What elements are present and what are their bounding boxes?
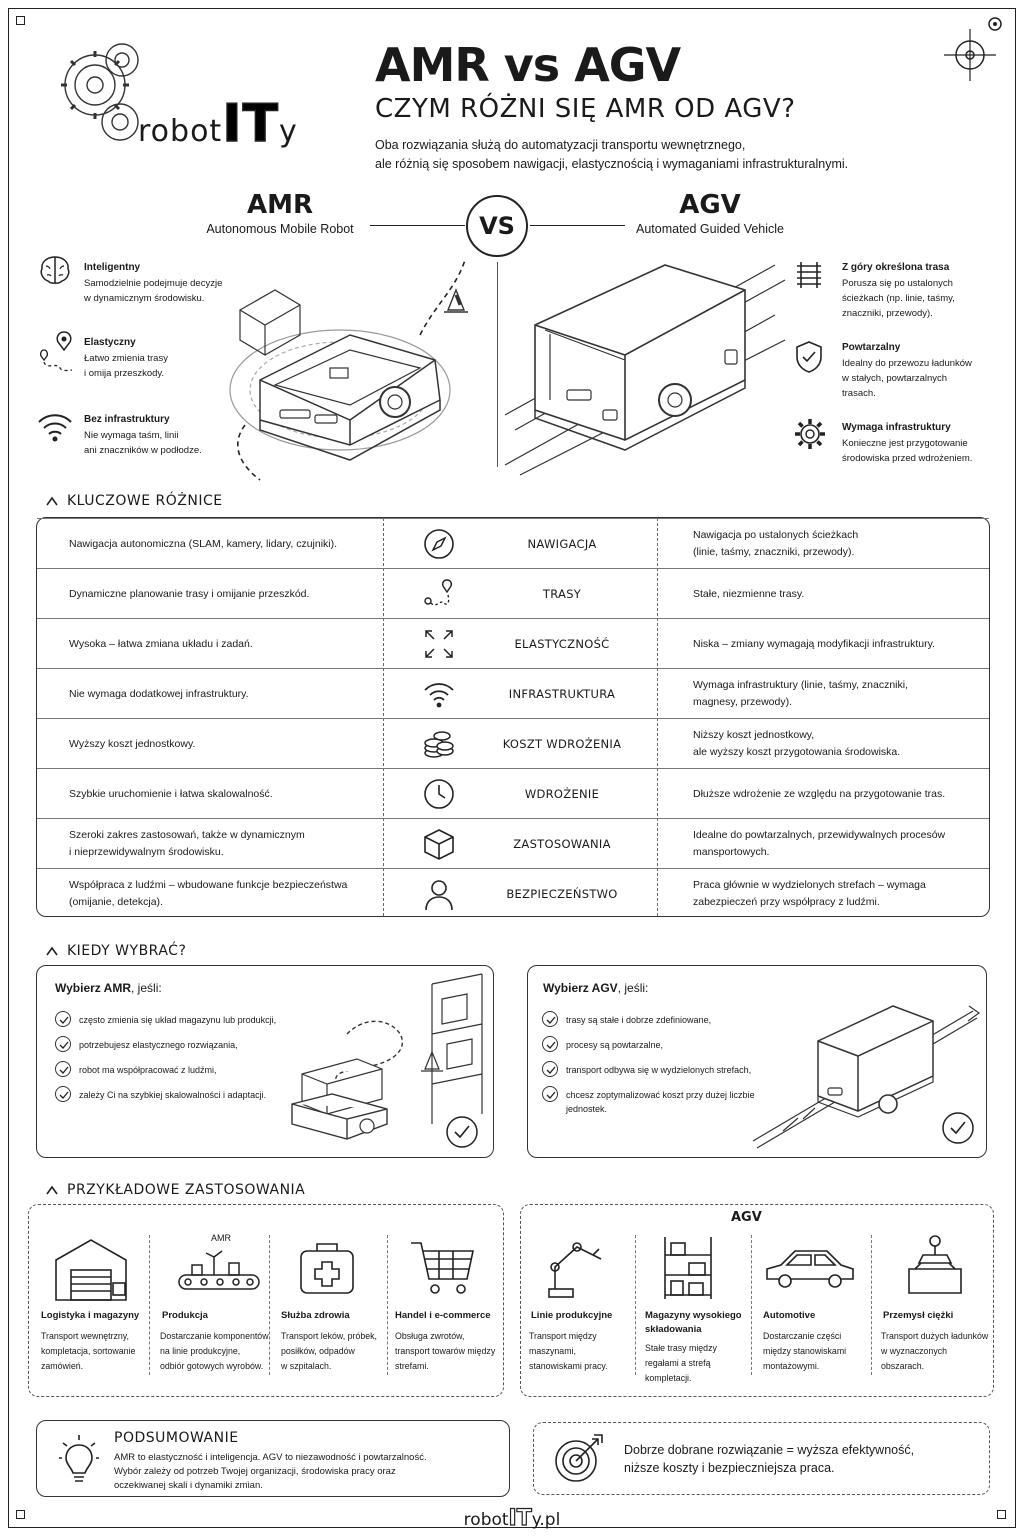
logo-text-y: y xyxy=(279,114,298,149)
box-icon xyxy=(422,827,456,861)
table-row: Współpraca z ludźmi – wbudowane funkcje bezpieczeństwa (omijanie, detekcja). BEZPIECZEŃSTWO Praca głównie w wydzielonych strefach – wymaga zabezpieczeń przy współpracy z ludźmi. xyxy=(37,868,989,918)
check-icon xyxy=(59,1091,69,1099)
route-icon xyxy=(422,577,456,611)
amr-feature-no-infrastructure: Bez infrastruktury Nie wymaga taśm, linii ani znaczników w podłodze. xyxy=(84,414,202,456)
check-icon xyxy=(546,1016,556,1024)
applications-heading: PRZYKŁADOWE ZASTOSOWANIA xyxy=(45,1182,305,1198)
expand-icon xyxy=(422,627,456,661)
app-title: Służba zdrowia xyxy=(281,1310,350,1321)
agv-subtitle: Automated Guided Vehicle xyxy=(635,222,785,236)
medical-kit-icon xyxy=(297,1239,357,1299)
track-icon xyxy=(794,260,824,290)
agv-applications-panel xyxy=(520,1204,994,1397)
lightbulb-icon xyxy=(59,1433,99,1485)
list-item: zależy Ci na szybkiej skalowalności i adaptacji. xyxy=(79,1090,267,1100)
target-icon xyxy=(552,1433,607,1485)
check-icon xyxy=(546,1091,556,1099)
app-title: Logistyka i magazyny xyxy=(41,1310,140,1321)
divider-line xyxy=(530,225,625,226)
wifi-icon xyxy=(36,410,74,444)
amr-feature-flexible: Elastyczny Łatwo zmienia trasy i omija przeszkody. xyxy=(84,337,168,379)
table-row: Szybkie uruchomienie i łatwa skalowalność. WDROŻENIE Dłuższe wdrożenie ze względu na przygotowanie tras. xyxy=(37,768,989,818)
divider-line xyxy=(370,225,465,226)
app-title: Linie produkcyjne xyxy=(531,1310,613,1321)
amr-feature-intelligent: Inteligentny Samodzielnie podejmuje decyzje w dynamicznym środowisku. xyxy=(84,262,223,304)
wifi-icon xyxy=(422,677,456,711)
table-row: Wysoka – łatwa zmiana układu i zadań. ELASTYCZNOŚĆ Niska – zmiany wymagają modyfikacji infrastruktury. xyxy=(37,618,989,668)
app-text: Transport między maszynami, stanowiskami pracy. xyxy=(529,1331,608,1371)
summary-quote: Dobrze dobrane rozwiązanie = wyższa efektywność, niższe koszty i bezpieczniejsza praca. xyxy=(624,1443,915,1475)
coins-icon xyxy=(422,727,456,761)
list-item: robot ma współpracować z ludźmi, xyxy=(79,1065,217,1075)
differences-table xyxy=(36,517,990,917)
warehouse-icon xyxy=(51,1235,131,1305)
app-title: Magazyny wysokiego składowania xyxy=(645,1310,742,1335)
brain-icon xyxy=(38,254,72,286)
robot-arm-icon xyxy=(541,1233,611,1303)
gear-icon xyxy=(794,418,826,450)
table-row: Nawigacja autonomiczna (SLAM, kamery, lidary, czujniki). NAWIGACJA Nawigacja po ustalonych ścieżkach (linie, taśmy, znaczniki, przewody). xyxy=(37,518,989,568)
list-item: trasy są stałe i dobrze zdefiniowane, xyxy=(566,1015,712,1025)
list-item: potrzebujesz elastycznego rozwiązania, xyxy=(79,1040,238,1050)
compass-icon xyxy=(422,527,456,561)
corner-mark xyxy=(16,16,25,25)
agv-vehicle-illustration xyxy=(505,250,785,480)
summary-panel xyxy=(36,1420,510,1497)
agv-path-illustration xyxy=(743,996,983,1156)
agv-feature-fixed-route: Z góry określona trasa Porusza się po ustalonych ścieżkach (np. linie, taśmy, znaczniki, przewody). xyxy=(842,262,955,319)
chevron-corner-icon xyxy=(45,943,59,957)
crosshair-icon xyxy=(940,25,1000,85)
app-text: Obsługa zwrotów, transport towarów między strefami. xyxy=(395,1331,496,1371)
agv-label: AGV xyxy=(731,1210,762,1225)
check-icon xyxy=(546,1041,556,1049)
list-item: często zmienia się układ magazynu lub produkcji, xyxy=(79,1015,277,1025)
center-divider xyxy=(497,262,498,467)
amr-subtitle: Autonomous Mobile Robot xyxy=(206,222,354,236)
table-row: Szeroki zakres zastosowań, także w dynamicznym i nieprzewidywalnym środowisku. ZASTOSOWANIA Idealne do powtarzalnych, przewidywalnych procesów mansportowych. xyxy=(37,818,989,868)
table-row: Nie wymaga dodatkowej infrastruktury. INFRASTRUKTURA Wymaga infrastruktury (linie, taśmy, znaczniki, magnesy, przewody). xyxy=(37,668,989,718)
when-heading: KIEDY WYBRAĆ? xyxy=(45,943,186,959)
app-title: Automotive xyxy=(763,1310,816,1321)
app-title: Handel i e-commerce xyxy=(395,1310,491,1321)
summary-heading: PODSUMOWANIE xyxy=(114,1430,239,1446)
person-icon xyxy=(422,877,456,911)
car-icon xyxy=(761,1243,861,1293)
page-subtitle: CZYM RÓŻNI SIĘ AMR OD AGV? xyxy=(375,94,796,124)
route-pin-icon xyxy=(36,328,76,374)
logo-text-it: IT xyxy=(222,94,280,154)
vs-badge: VS xyxy=(466,195,528,257)
agv-feature-requires-infrastructure: Wymaga infrastruktury Konieczne jest przygotowanie środowiska przed wdrożeniem. xyxy=(842,422,973,464)
app-text: Transport leków, próbek, posiłków, odpadów w szpitalach. xyxy=(281,1331,377,1371)
list-item: chcesz zoptymalizować koszt przy dużej liczbie jednostek. xyxy=(566,1090,755,1114)
agv-title: AGV xyxy=(679,190,741,220)
choose-amr-panel: Wybierz AMR, jeśli: często zmienia się układ magazynu lub produkcji, potrzebujesz elastycznego rozwiązania, robot ma współpracować z ludźmi, zależy Ci na szybkiej skalowalności i adaptacji. xyxy=(36,965,494,1158)
chevron-corner-icon xyxy=(45,493,59,507)
app-text: Dostarczanie części między stanowiskami montażowymi. xyxy=(763,1331,847,1371)
summary-quote-panel xyxy=(533,1422,990,1495)
check-icon xyxy=(59,1066,69,1074)
app-text: Stałe trasy między regałami a strefą kompletacji. xyxy=(645,1343,717,1383)
shelving-icon xyxy=(659,1233,719,1303)
brand-logo xyxy=(50,40,340,154)
amr-robot-illustration xyxy=(220,250,490,490)
page-title: AMR vs AGV xyxy=(375,38,681,92)
app-text: Dostarczanie komponentów na linie produkcyjne, odbiór gotowych wyrobów. xyxy=(160,1331,269,1371)
app-text: Transport dużych ładunków w wyznaczonych obszarach. xyxy=(881,1331,989,1371)
check-icon xyxy=(59,1041,69,1049)
table-row: Wyższy koszt jednostkowy. KOSZT WDROŻENIA Niższy koszt jednostkowy, ale wyższy koszt przygotowania środowiska. xyxy=(37,718,989,768)
choose-agv-panel: Wybierz AGV, jeśli: trasy są stałe i dobrze zdefiniowane, procesy są powtarzalne, transport odbywa się w wydzielonych strefach, chcesz zoptymalizować koszt przy dużej liczbie jednostek. xyxy=(527,965,987,1158)
check-icon xyxy=(546,1066,556,1074)
conveyor-icon xyxy=(174,1245,264,1305)
amr-title: AMR xyxy=(246,190,313,220)
list-item: procesy są powtarzalne, xyxy=(566,1040,664,1050)
app-title: Przemysł ciężki xyxy=(883,1310,954,1321)
app-text: Transport wewnętrzny, kompletacja, sortowanie zamówień. xyxy=(41,1331,136,1371)
cart-icon xyxy=(409,1237,479,1297)
shield-check-icon xyxy=(794,340,824,374)
amr-warehouse-illustration xyxy=(287,974,487,1154)
agv-feature-repeatable: Powtarzalny Idealny do przewozu ładunków w stałych, powtarzalnych trasach. xyxy=(842,342,972,399)
list-item: transport odbywa się w wydzielonych strefach, xyxy=(566,1065,752,1075)
table-row: Dynamiczne planowanie trasy i omijanie przeszkód. TRASY Stałe, niezmienne trasy. xyxy=(37,568,989,618)
clock-icon xyxy=(422,777,456,811)
key-differences-heading: KLUCZOWE RÓŻNICE xyxy=(45,493,223,509)
heavy-load-icon xyxy=(901,1233,971,1303)
summary-text: AMR to elastyczność i inteligencja. AGV to niezawodność i powtarzalność. Wybór zależy od potrzeb Twojej organizacji, środowiska pracy oraz oczekiwanej skali i dynamiki zmian. xyxy=(114,1452,427,1491)
chevron-corner-icon xyxy=(45,1182,59,1196)
amr-applications-panel xyxy=(28,1204,504,1397)
footer-logo: robotITy.pl xyxy=(463,1506,561,1531)
app-title: Produkcja xyxy=(162,1310,208,1321)
logo-text: robot xyxy=(138,114,223,149)
intro-text: Oba rozwiązania służą do automatyzacji transportu wewnętrznego, ale różnią się sposobem nawigacji, elastycznością i wymaganiami infrastrukturalnymi. xyxy=(375,138,849,171)
check-icon xyxy=(59,1016,69,1024)
amr-label: AMR xyxy=(211,1233,231,1243)
